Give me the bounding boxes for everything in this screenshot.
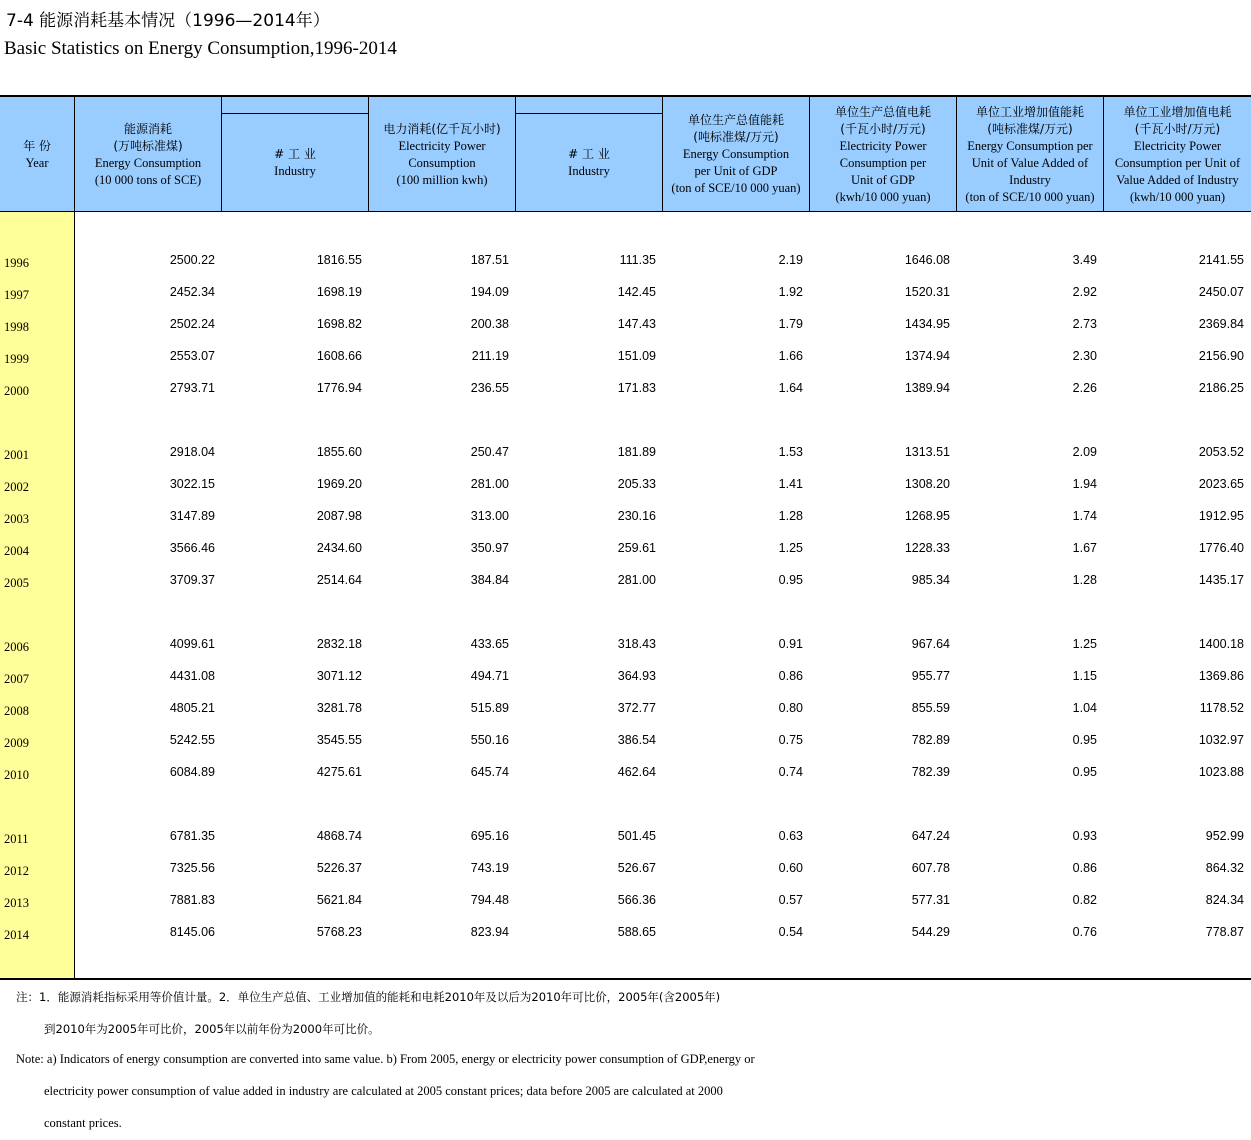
year-label: 2014 [4,928,29,942]
table-cell: 1.15 [1072,669,1097,683]
table-cell: 1369.86 [1198,669,1244,683]
note-cn-line-2: 到2010年为2005年可比价，2005年以前年份为2000年可比价。 [44,1022,380,1036]
table-cell: 1912.95 [1198,509,1244,523]
table-cell: 1.28 [1072,573,1097,587]
table-cell: 318.43 [617,637,656,651]
table-cell: 3.49 [1072,253,1097,267]
table-cell: 384.84 [470,573,509,587]
table-cell: 864.32 [1205,861,1244,875]
table-cell: 967.64 [911,637,950,651]
table-cell: 259.61 [617,541,656,555]
table-cell: 588.65 [617,925,656,939]
table-cell: 1646.08 [904,253,950,267]
header-electricity-per-gdp: 单位生产总值电耗 (千瓦小时/万元) Electricity Power Consumption per Unit of GDP (kwh/10 000 yuan) [810,97,957,212]
year-label: 1996 [4,256,29,270]
table-cell: 4431.08 [169,669,215,683]
table-cell: 794.48 [470,893,509,907]
table-cell: 1698.19 [316,285,362,299]
table-cell: 281.00 [470,477,509,491]
table-cell: 1.53 [778,445,803,459]
table-cell: 1435.17 [1198,573,1244,587]
table-cell: 0.82 [1072,893,1097,907]
table-cell: 1.66 [778,349,803,363]
table-cell: 1.94 [1072,477,1097,491]
table-cell: 111.35 [619,253,656,267]
table-cell: 1228.33 [904,541,950,555]
table-cell: 4868.74 [316,829,362,843]
table-cell: 0.86 [1072,861,1097,875]
table-cell: 566.36 [617,893,656,907]
table-cell: 2.73 [1072,317,1097,331]
year-label: 2009 [4,736,29,750]
table-cell: 3022.15 [169,477,215,491]
table-cell: 372.77 [617,701,656,715]
table-cell: 181.89 [617,445,656,459]
table-cell: 2918.04 [169,445,215,459]
table-cell: 2514.64 [316,573,362,587]
table-cell: 205.33 [617,477,656,491]
table-cell: 1023.88 [1198,765,1244,779]
table-cell: 550.16 [470,733,509,747]
table-cell: 1.25 [1072,637,1097,651]
table-cell: 3071.12 [316,669,362,683]
table-cell: 1389.94 [904,381,950,395]
table-cell: 2053.52 [1198,445,1244,459]
header-divider [0,211,1251,212]
table-cell: 526.67 [617,861,656,875]
table-cell: 824.34 [1205,893,1244,907]
year-label: 1998 [4,320,29,334]
table-cell: 782.39 [911,765,950,779]
table-cell: 695.16 [470,829,509,843]
table-cell: 1698.82 [316,317,362,331]
table-cell: 501.45 [617,829,656,843]
table-cell: 236.55 [470,381,509,395]
table-cell: 544.29 [911,925,950,939]
table-cell: 6084.89 [169,765,215,779]
table-cell: 2.19 [778,253,803,267]
table-cell: 4099.61 [169,637,215,651]
table-cell: 955.77 [911,669,950,683]
table-cell: 1816.55 [316,253,362,267]
note-en-line-3: constant prices. [44,1116,122,1130]
table-cell: 515.89 [470,701,509,715]
table-cell: 1178.52 [1199,701,1244,715]
table-cell: 2.09 [1072,445,1097,459]
table-cell: 1.28 [778,509,803,523]
header-energy-industry: # 工 业 Industry [222,114,369,212]
table-cell: 2793.71 [169,381,215,395]
table-cell: 1969.20 [316,477,362,491]
header-year: 年 份 Year [0,97,75,212]
table-cell: 2.92 [1072,285,1097,299]
table-cell: 0.63 [778,829,803,843]
table-cell: 1.64 [778,381,803,395]
table-cell: 281.00 [617,573,656,587]
table-cell: 2502.24 [169,317,215,331]
table-cell: 2369.84 [1198,317,1244,331]
table-cell: 2434.60 [316,541,362,555]
table-cell: 5768.23 [316,925,362,939]
table-cell: 2087.98 [316,509,362,523]
table-cell: 5242.55 [169,733,215,747]
table-cell: 743.19 [470,861,509,875]
table-cell: 5226.37 [316,861,362,875]
table-cell: 3709.37 [169,573,215,587]
table-cell: 0.60 [778,861,803,875]
table-cell: 2500.22 [169,253,215,267]
year-label: 1999 [4,352,29,366]
year-label: 2000 [4,384,29,398]
table-cell: 1776.40 [1198,541,1244,555]
table-cell: 2.30 [1072,349,1097,363]
table-cell: 364.93 [617,669,656,683]
table-cell: 2156.90 [1198,349,1244,363]
table-cell: 0.91 [778,637,803,651]
table-cell: 1.74 [1072,509,1097,523]
table-cell: 313.00 [470,509,509,523]
header-electricity-spacer [516,97,663,114]
table-cell: 0.76 [1072,925,1097,939]
table-cell: 0.93 [1072,829,1097,843]
table-cell: 0.86 [778,669,803,683]
year-label: 2002 [4,480,29,494]
table-cell: 7325.56 [169,861,215,875]
table-cell: 0.74 [778,765,803,779]
year-label: 2006 [4,640,29,654]
table-cell: 1.92 [778,285,803,299]
table-cell: 6781.35 [169,829,215,843]
note-cn-line-1: 注：1．能源消耗指标采用等价值计量。2．单位生产总值、工业增加值的能耗和电耗2010年及以后为2010年可比价，2005年(含2005年) [16,990,721,1004]
table-cell: 200.38 [470,317,509,331]
table-cell: 187.51 [470,253,509,267]
note-en-line-2: electricity power consumption of value added in industry are calculated at 2005 constant prices; data before 2005 are calculated at 2000 [44,1084,723,1098]
table-cell: 2023.65 [1198,477,1244,491]
table-cell: 1308.20 [904,477,950,491]
table-cell: 0.95 [1072,733,1097,747]
table-cell: 1400.18 [1198,637,1244,651]
table-cell: 1.67 [1072,541,1097,555]
table-cell: 647.24 [911,829,950,843]
table-cell: 3566.46 [169,541,215,555]
table-cell: 1.25 [778,541,803,555]
table-cell: 8145.06 [169,925,215,939]
year-label: 2003 [4,512,29,526]
table-cell: 171.83 [617,381,656,395]
table-cell: 433.65 [470,637,509,651]
table-cell: 1313.51 [904,445,950,459]
header-electricity-industry: # 工 业 Industry [516,114,663,212]
table-cell: 0.75 [778,733,803,747]
table-cell: 2553.07 [169,349,215,363]
table-cell: 2450.07 [1198,285,1244,299]
table-cell: 5621.84 [316,893,362,907]
header-energy-spacer [222,97,369,114]
table-title-cn: 7-4 能源消耗基本情况（1996—2014年） [6,11,330,31]
table-cell: 3545.55 [316,733,362,747]
statistics-table [0,95,1251,980]
table-cell: 3147.89 [169,509,215,523]
table-cell: 151.09 [617,349,656,363]
table-cell: 4805.21 [169,701,215,715]
table-cell: 1.41 [778,477,803,491]
year-label: 2008 [4,704,29,718]
year-label: 2005 [4,576,29,590]
year-label: 2004 [4,544,29,558]
table-cell: 1.79 [778,317,803,331]
table-cell: 0.54 [778,925,803,939]
year-label: 2010 [4,768,29,782]
header-energy-per-industry: 单位工业增加值能耗 (吨标准煤/万元) Energy Consumption per Unit of Value Added of Industry (ton of SCE/10 000 yuan) [957,97,1104,212]
table-cell: 1.04 [1072,701,1097,715]
table-cell: 386.54 [617,733,656,747]
year-label: 2007 [4,672,29,686]
table-cell: 1032.97 [1198,733,1244,747]
table-cell: 823.94 [470,925,509,939]
year-label: 2001 [4,448,29,462]
table-cell: 250.47 [470,445,509,459]
table-cell: 142.45 [617,285,656,299]
header-energy-per-gdp: 单位生产总值能耗 (吨标准煤/万元) Energy Consumption per Unit of GDP (ton of SCE/10 000 yuan) [663,97,810,212]
table-cell: 607.78 [911,861,950,875]
table-cell: 0.95 [778,573,803,587]
table-cell: 0.95 [1072,765,1097,779]
table-cell: 855.59 [911,701,950,715]
table-cell: 350.97 [470,541,509,555]
table-cell: 147.43 [617,317,656,331]
header-electricity-consumption: 电力消耗(亿千瓦小时) Electricity Power Consumption (100 million kwh) [369,97,516,212]
table-cell: 2141.55 [1198,253,1244,267]
table-cell: 2.26 [1072,381,1097,395]
table-cell: 230.16 [617,509,656,523]
table-cell: 952.99 [1205,829,1244,843]
table-cell: 2186.25 [1198,381,1244,395]
table-cell: 778.87 [1205,925,1244,939]
table-cell: 1776.94 [316,381,362,395]
header-energy-consumption: 能源消耗 (万吨标准煤) Energy Consumption (10 000 tons of SCE) [75,97,222,212]
table-cell: 494.71 [470,669,509,683]
year-label: 1997 [4,288,29,302]
year-label: 2011 [4,832,29,846]
table-cell: 3281.78 [316,701,362,715]
table-cell: 1520.31 [904,285,950,299]
table-cell: 1855.60 [316,445,362,459]
table-cell: 462.64 [617,765,656,779]
table-cell: 211.19 [471,349,509,363]
table-cell: 1374.94 [904,349,950,363]
table-cell: 2452.34 [169,285,215,299]
table-cell: 645.74 [470,765,509,779]
table-cell: 194.09 [470,285,509,299]
table-cell: 1268.95 [904,509,950,523]
table-title-en: Basic Statistics on Energy Consumption,1996-2014 [4,38,397,59]
table-cell: 4275.61 [316,765,362,779]
table-cell: 577.31 [911,893,950,907]
note-en-line-1: Note: a) Indicators of energy consumption are converted into same value. b) From 2005, energy or electricity power consumption of GDP,energy or [16,1052,755,1066]
table-cell: 1608.66 [316,349,362,363]
table-cell: 985.34 [911,573,950,587]
table-cell: 0.57 [778,893,803,907]
table-cell: 1434.95 [904,317,950,331]
header-electricity-per-industry: 单位工业增加值电耗 (千瓦小时/万元) Electricity Power Consumption per Unit of Value Added of Industry (kwh/10 000 yuan) [1104,97,1251,212]
table-cell: 0.80 [778,701,803,715]
table-cell: 2832.18 [316,637,362,651]
year-label: 2012 [4,864,29,878]
table-cell: 7881.83 [169,893,215,907]
year-label: 2013 [4,896,29,910]
table-cell: 782.89 [911,733,950,747]
